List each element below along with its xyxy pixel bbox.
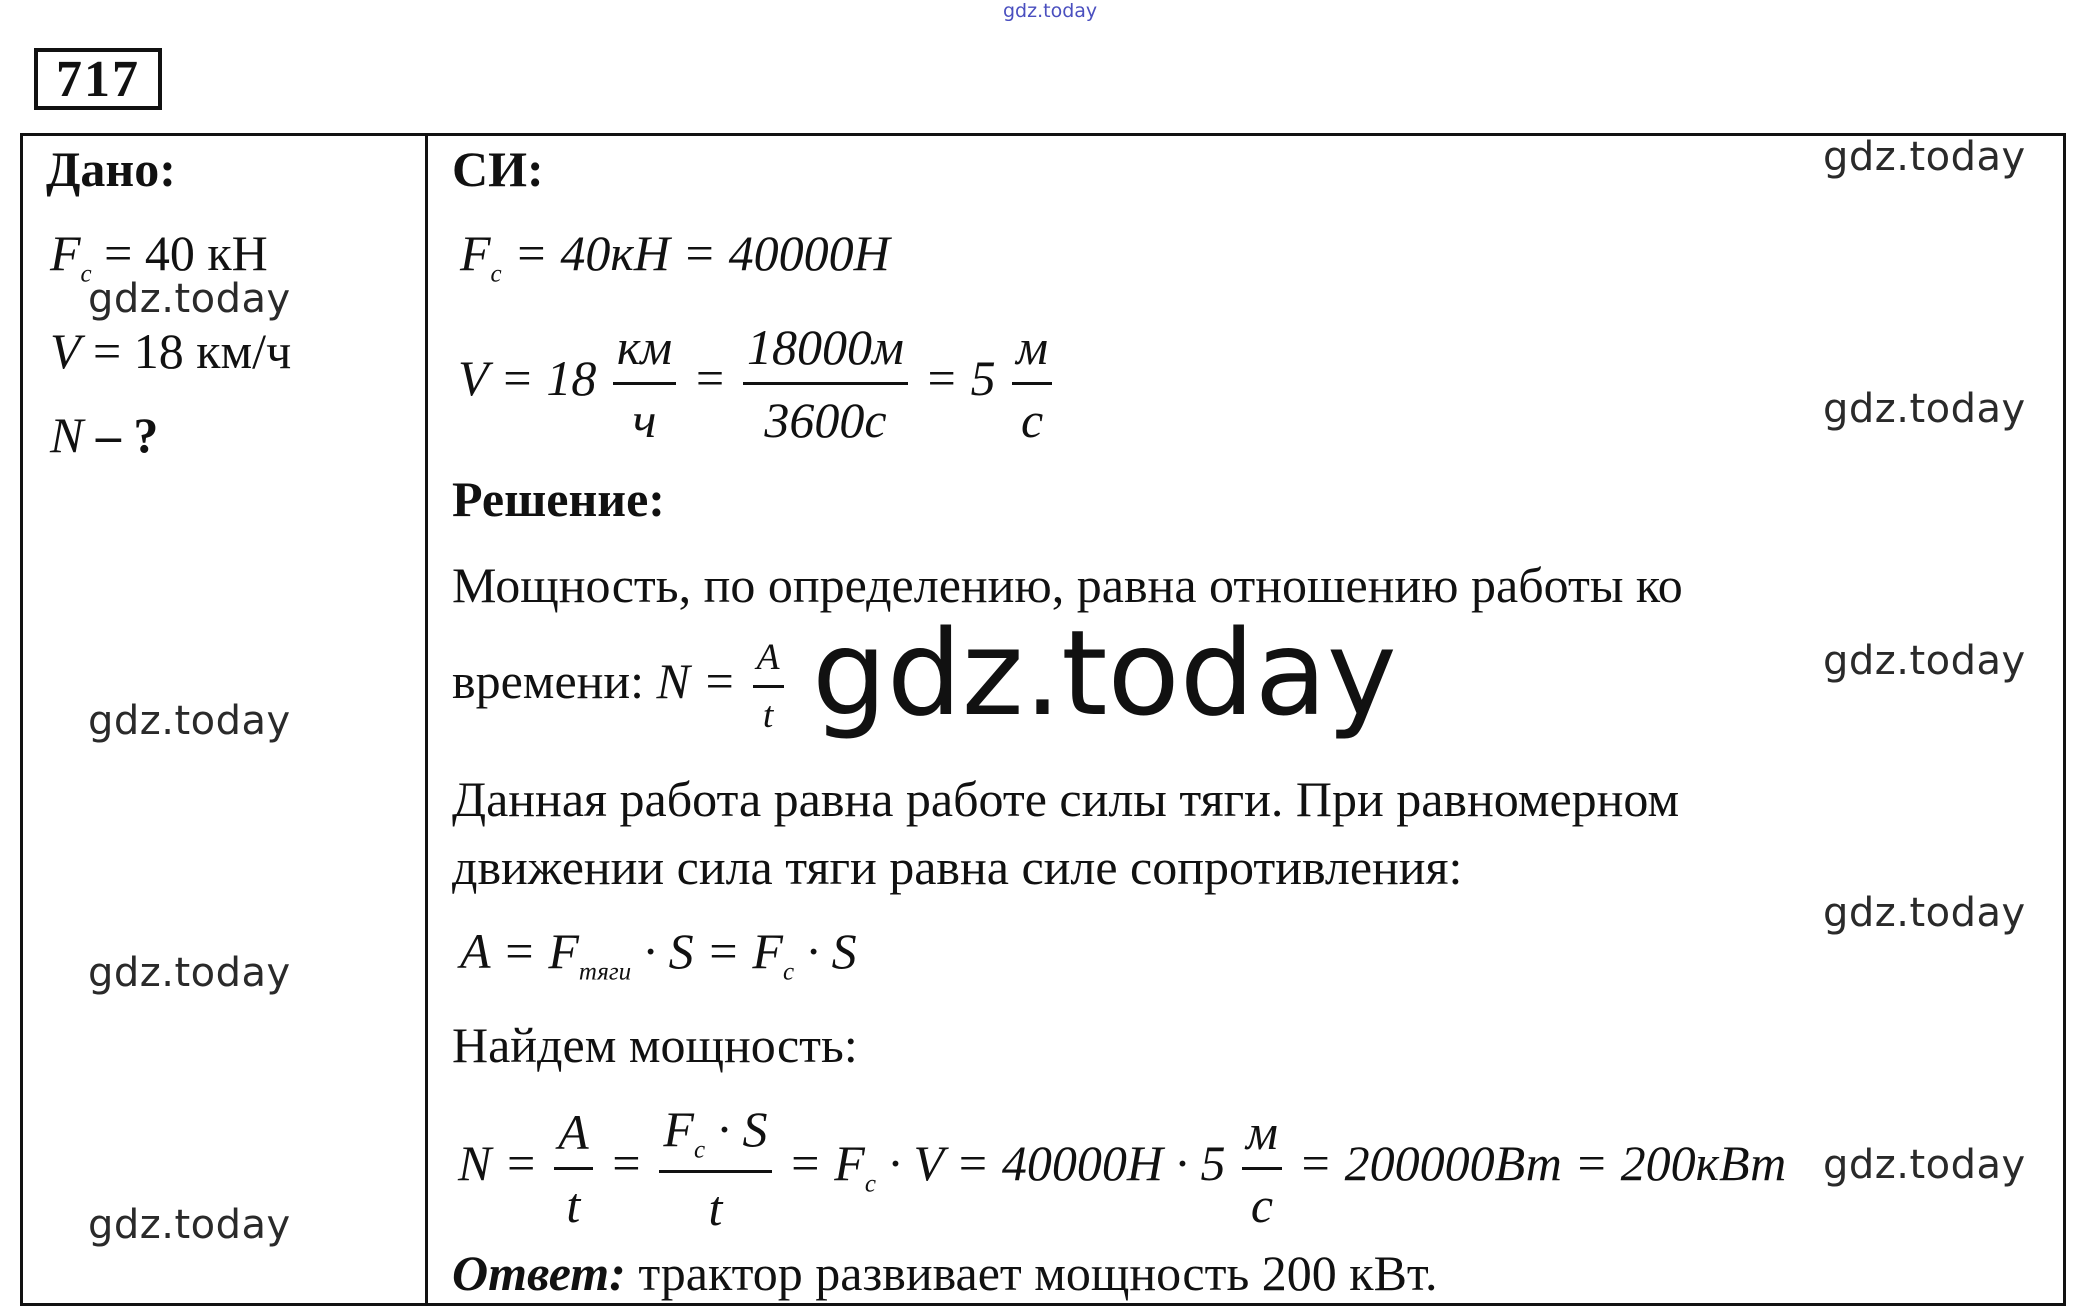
watermark: gdz.today — [88, 698, 291, 744]
given-v: V = 18 км/ч — [50, 323, 292, 379]
top-watermark: gdz.today — [1003, 0, 1098, 22]
given-n: N – ? — [50, 407, 159, 463]
given-fc: $F_c = 40$ кН — [50, 225, 268, 288]
si-v-conversion: V = 18 $\frac{км}{ч}$ = $\frac{18000м}{3600с}$ = 5 $\frac{м}{с}$ — [458, 318, 1056, 449]
watermark: gdz.today — [88, 1202, 291, 1248]
si-fc: $F_c = 40кН = 40000Н$ — [460, 225, 890, 288]
si-heading: СИ: — [452, 141, 544, 197]
given-heading: Дано: — [46, 141, 176, 197]
watermark: gdz.today — [1823, 386, 2026, 432]
watermark: gdz.today — [1823, 134, 2026, 180]
power-formula: N = $\frac{A}{t}$ = $\frac{F_c \cdot S}{t}$ = $F_c \cdot V = 40000Н \cdot 5$ $\frac{м}{с}$ = 200000Вт = 200кВт — [458, 1101, 1787, 1237]
problem-number: 717 — [34, 48, 162, 110]
big-watermark: gdz.today — [812, 604, 1397, 742]
answer: Ответ: трактор развивает мощность 200 кВт. — [452, 1245, 1438, 1301]
watermark: gdz.today — [1823, 638, 2026, 684]
work-formula: $A = F_{тяги} \cdot S = F_c \cdot S$ — [460, 923, 857, 986]
solution-line-2: времени: N = $\frac{A}{t}$ — [452, 636, 788, 737]
solution-line-3: Данная работа равна работе силы тяги. При равномерном — [452, 771, 1680, 827]
watermark: gdz.today — [88, 950, 291, 996]
solution-heading: Решение: — [452, 471, 665, 527]
solution-line-4: движении сила тяги равна силе сопротивления: — [452, 839, 1463, 895]
watermark: gdz.today — [1823, 890, 2026, 936]
solution-line-1: Мощность, по определению, равна отношению работы ко — [452, 557, 1683, 613]
watermark: gdz.today — [1823, 1142, 2026, 1188]
column-divider — [425, 133, 428, 1306]
watermark: gdz.today — [88, 276, 291, 322]
solution-line-5: Найдем мощность: — [452, 1017, 858, 1073]
